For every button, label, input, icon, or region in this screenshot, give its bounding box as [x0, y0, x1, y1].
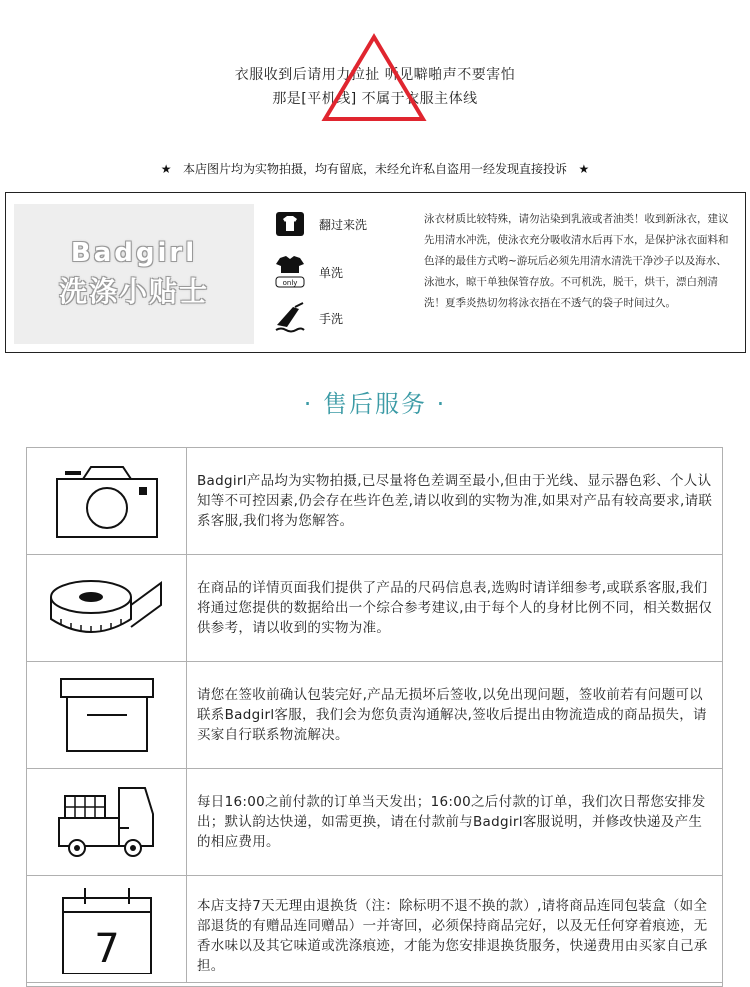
package-box-icon: [27, 662, 187, 768]
notice-line-2: 那是[平机线] 不属于衣服主体线: [272, 91, 478, 107]
star-icon: ★: [160, 162, 172, 176]
wash-item-single: [273, 255, 343, 289]
wash-label-inside-out: 翻过来洗: [319, 217, 368, 232]
only-badge-text: only: [282, 279, 298, 287]
service-row-shipping: [27, 769, 722, 876]
hand-wash-icon: [273, 301, 307, 335]
notice-line-1: 衣服收到后请用力拉扯 听见噼啪声不要害怕: [234, 67, 516, 83]
after-sales-title: · 售后服务 ·: [303, 390, 447, 418]
washing-tips-badge: [14, 204, 254, 344]
calendar-7-icon: [27, 876, 187, 982]
service-row-photo: [27, 448, 722, 555]
washing-tips-box: [5, 192, 746, 353]
service-text-photo: Badgirl产品均为实物拍摄,已尽量将色差调至最小,但由于光线、显示器色彩、个人认知等不可控因素,仍会存在些许色差,请以收到的实物为准,如果对产品有较高要求,请联系客服,我们将为您解答。: [197, 473, 713, 529]
inside-out-shirt-icon: [273, 207, 307, 241]
service-text-package: 请您在签收前确认包装完好,产品无损坏后签收,以免出现问题，签收前若有问题可以联系Badgirl客服，我们会为您负责沟通解决,签收后提出由物流造成的商品损失，请买家自行联系物流解决。: [197, 687, 707, 743]
washing-tips-title: 洗涤小贴士: [58, 275, 209, 308]
wash-label-hand: 手洗: [319, 311, 344, 326]
after-sales-table: [26, 447, 723, 987]
service-row-package: [27, 662, 722, 769]
wash-label-single: 单洗: [319, 265, 344, 280]
service-row-size: [27, 555, 722, 662]
service-text-return: 本店支持7天无理由退换货（注：除标明不退不换的款）,请将商品连同包装盒（如全部退货的有赠品连同赠品）一并寄回，必须保持商品完好，以及无任何穿着痕迹，无香水味以及其它味道或洗涤痕迹，才能为您安排退换货服务，快递费用由买家自己承担。: [197, 898, 708, 974]
wash-item-inside-out: [273, 207, 367, 241]
star-icon: ★: [578, 162, 590, 176]
service-text-size: 在商品的详情页面我们提供了产品的尺码信息表,选购时请详细参考,或联系客服,我们将通过您提供的数据给出一个综合参考建议,由于每个人的身材比例不同，相关数据仅供参考，请以收到的实物为准。: [197, 580, 713, 636]
camera-icon: [27, 448, 187, 554]
warning-triangle-icon: [321, 33, 427, 123]
delivery-truck-icon: [27, 769, 187, 875]
wash-item-hand: [273, 301, 343, 335]
copyright-notice: [0, 160, 750, 177]
brand-name: Badgirl: [70, 238, 198, 268]
tape-measure-icon: [27, 555, 187, 661]
copyright-text: 本店图片均为实物拍摄，均有留底，未经允许私自盗用一经发现直接投诉: [182, 162, 567, 176]
single-wash-shirt-icon: [273, 255, 307, 289]
washing-description: 泳衣材质比较特殊，请勿沾染到乳液或者油类！收到新泳衣，建议先用清水冲洗，使泳衣充分吸收清水后再下水，是保护泳衣面料和色泽的最佳方式哟~游玩后必须先用清水清洗干净沙子以及海水、泳池水，晾干单独保管存放。不可机洗，脱干，烘干，漂白剂清洗！夏季炎热切勿将泳衣捂在不透气的袋子时间过久。: [424, 213, 729, 309]
service-row-return: [27, 876, 722, 983]
service-text-shipping: 每日16:00之前付款的订单当天发出；16:00之后付款的订单，我们次日帮您安排发出；默认韵达快递，如需更换，请在付款前与Badgirl客服说明，并修改快递及产生的相应费用。: [197, 794, 706, 850]
calendar-number: 7: [93, 926, 120, 972]
